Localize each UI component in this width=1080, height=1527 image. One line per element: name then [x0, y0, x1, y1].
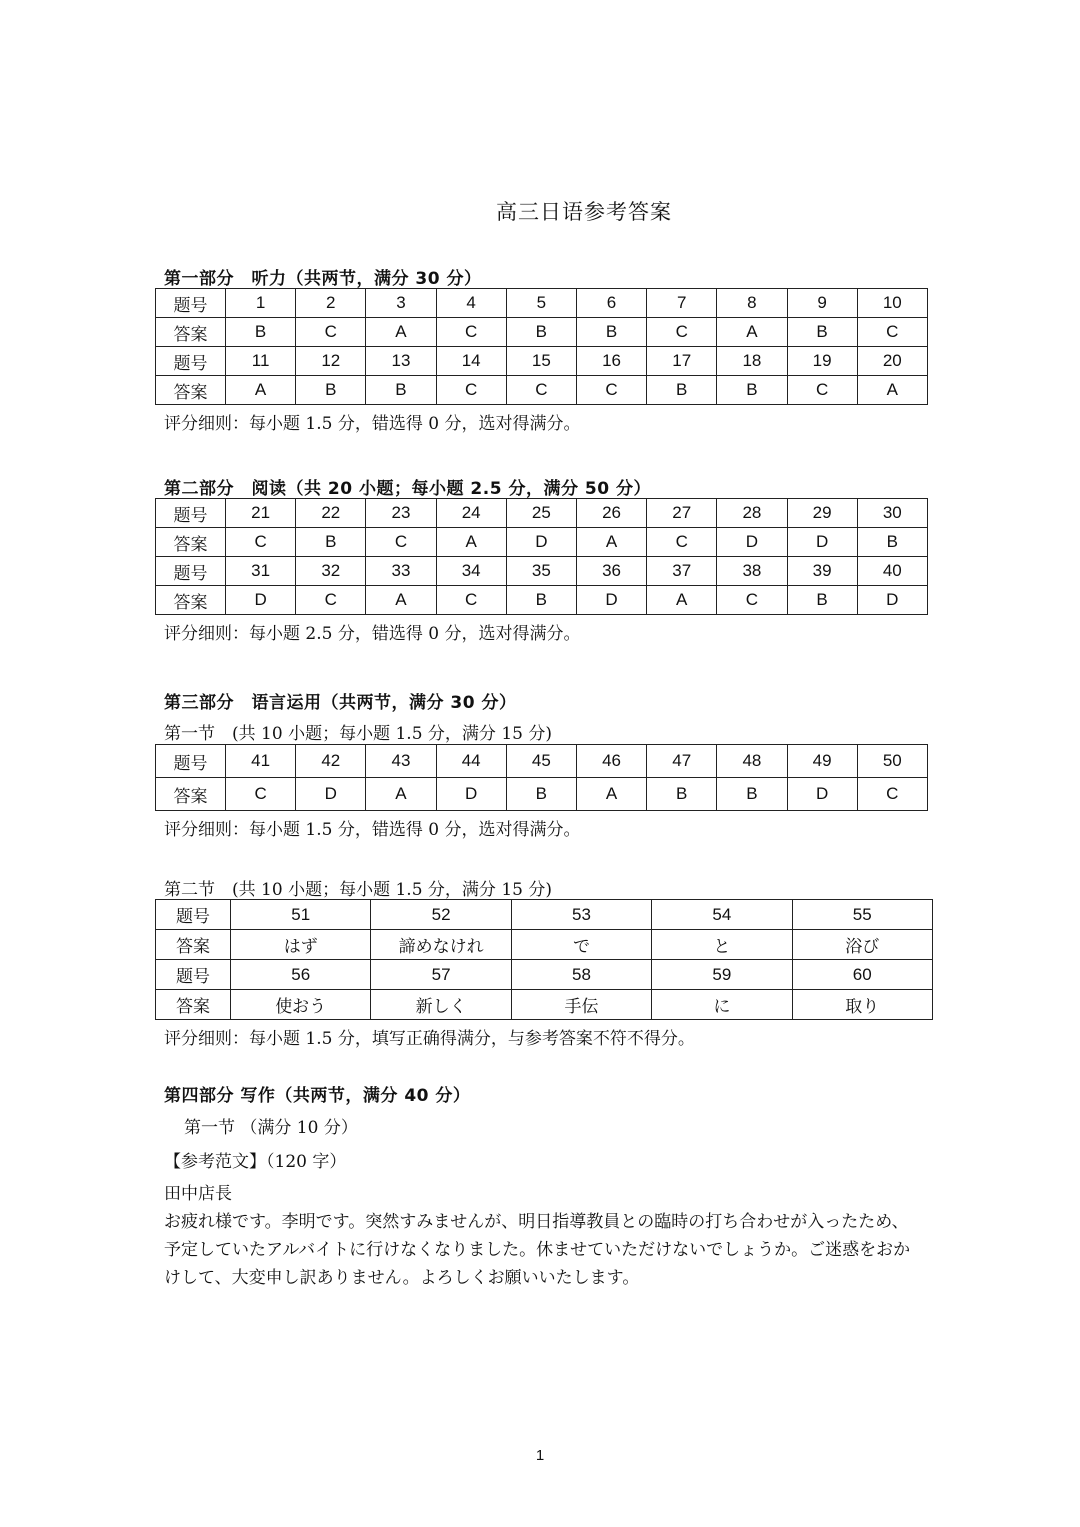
answer-cell: B — [366, 376, 436, 405]
part1-answer-table — [155, 288, 928, 405]
answer-cell: D — [296, 778, 366, 811]
answer-cell: 59 — [652, 960, 792, 990]
table-row — [156, 499, 928, 528]
answer-cell: 29 — [787, 499, 857, 528]
row-label-cell: 题号 — [156, 289, 226, 318]
answer-cell: 30 — [857, 499, 927, 528]
answer-cell: A — [647, 586, 717, 615]
answer-cell: 20 — [857, 347, 927, 376]
answer-cell: 41 — [226, 745, 296, 778]
answer-cell: D — [226, 586, 296, 615]
answer-cell: 27 — [647, 499, 717, 528]
answer-cell: D — [717, 528, 787, 557]
answer-cell: 2 — [296, 289, 366, 318]
answer-cell: 8 — [717, 289, 787, 318]
answer-cell: 47 — [647, 745, 717, 778]
answer-cell: 新しく — [371, 990, 511, 1020]
answer-cell: D — [787, 528, 857, 557]
answer-cell: 13 — [366, 347, 436, 376]
part3-section2-scoring-note: 评分细则：每小题 1.5 分，填写正确得满分，与参考答案不符不得分。 — [164, 1029, 695, 1049]
answer-cell: 38 — [717, 557, 787, 586]
answer-cell: B — [226, 318, 296, 347]
answer-cell: 24 — [436, 499, 506, 528]
row-label-cell: 答案 — [156, 930, 231, 960]
page-number: 1 — [535, 1447, 545, 1464]
answer-cell: C — [576, 376, 646, 405]
answer-cell: 17 — [647, 347, 717, 376]
table-row — [156, 376, 928, 405]
answer-cell: 35 — [506, 557, 576, 586]
answer-cell: 50 — [857, 745, 927, 778]
answer-cell: はず — [231, 930, 371, 960]
answer-cell: 60 — [792, 960, 932, 990]
answer-cell: 26 — [576, 499, 646, 528]
answer-cell: 40 — [857, 557, 927, 586]
row-label-cell: 题号 — [156, 499, 226, 528]
part1-heading: 第一部分 听力（共两节，满分 30 分） — [164, 269, 482, 289]
table-row — [156, 900, 933, 930]
answer-cell: 12 — [296, 347, 366, 376]
essay-salutation: 田中店長 — [164, 1184, 232, 1204]
answer-cell: 28 — [717, 499, 787, 528]
row-label-cell: 答案 — [156, 376, 226, 405]
answer-cell: 46 — [576, 745, 646, 778]
answer-cell: 53 — [511, 900, 651, 930]
answer-cell: 21 — [226, 499, 296, 528]
part4-heading: 第四部分 写作（共两节，满分 40 分） — [164, 1086, 471, 1106]
table-row — [156, 557, 928, 586]
answer-cell: 7 — [647, 289, 717, 318]
answer-cell: 5 — [506, 289, 576, 318]
table-row — [156, 347, 928, 376]
answer-cell: 諦めなけれ — [371, 930, 511, 960]
answer-cell: 42 — [296, 745, 366, 778]
answer-cell: 25 — [506, 499, 576, 528]
answer-cell: D — [576, 586, 646, 615]
answer-cell: 15 — [506, 347, 576, 376]
answer-cell: A — [576, 528, 646, 557]
answer-cell: C — [436, 318, 506, 347]
part2-scoring-note: 评分细则：每小题 2.5 分，错选得 0 分，选对得满分。 — [164, 624, 581, 644]
answer-cell: 14 — [436, 347, 506, 376]
row-label-cell: 答案 — [156, 528, 226, 557]
answer-cell: B — [787, 318, 857, 347]
answer-cell: A — [717, 318, 787, 347]
answer-cell: 32 — [296, 557, 366, 586]
answer-cell: 44 — [436, 745, 506, 778]
table-row — [156, 778, 928, 811]
essay-body: お疲れ様です。李明です。突然すみませんが、明日指導教員との臨時の打ち合わせが入ったため、予定していたアルバイトに行けなくなりました。休ませていただけないでしょうか。ご迷惑をおかけして、大変申し訳ありません。よろしくお願いいたします。 — [164, 1212, 911, 1288]
answer-cell: D — [506, 528, 576, 557]
answer-cell: 11 — [226, 347, 296, 376]
table-row — [156, 289, 928, 318]
row-label-cell: 题号 — [156, 347, 226, 376]
part4-section1-subheading: 第一节 （满分 10 分） — [184, 1118, 358, 1138]
answer-cell: C — [857, 318, 927, 347]
answer-cell: A — [576, 778, 646, 811]
answer-cell: 48 — [717, 745, 787, 778]
part3-section2-subheading: 第二节 (共 10 小题；每小题 1.5 分，满分 15 分) — [164, 880, 552, 900]
answer-cell: 6 — [576, 289, 646, 318]
answer-cell: 4 — [436, 289, 506, 318]
answer-cell: 55 — [792, 900, 932, 930]
answer-cell: 1 — [226, 289, 296, 318]
answer-cell: A — [857, 376, 927, 405]
answer-cell: C — [506, 376, 576, 405]
table-row — [156, 586, 928, 615]
answer-cell: C — [296, 586, 366, 615]
answer-cell: 使おう — [231, 990, 371, 1020]
answer-cell: B — [787, 586, 857, 615]
answer-cell: B — [717, 376, 787, 405]
answer-cell: D — [857, 586, 927, 615]
answer-cell: 36 — [576, 557, 646, 586]
row-label-cell: 题号 — [156, 960, 231, 990]
row-label-cell: 题号 — [156, 900, 231, 930]
answer-cell: B — [717, 778, 787, 811]
answer-cell: C — [366, 528, 436, 557]
page-title: 高三日语参考答案 — [496, 200, 672, 224]
answer-cell: A — [366, 778, 436, 811]
answer-cell: 34 — [436, 557, 506, 586]
part2-heading: 第二部分 阅读（共 20 小题；每小题 2.5 分，满分 50 分） — [164, 479, 651, 499]
answer-cell: B — [857, 528, 927, 557]
answer-cell: B — [506, 778, 576, 811]
answer-cell: B — [647, 778, 717, 811]
answer-cell: 3 — [366, 289, 436, 318]
answer-cell: 23 — [366, 499, 436, 528]
table-row — [156, 990, 933, 1020]
answer-cell: C — [436, 376, 506, 405]
answer-cell: 19 — [787, 347, 857, 376]
answer-cell: C — [436, 586, 506, 615]
answer-cell: A — [226, 376, 296, 405]
answer-cell: C — [226, 528, 296, 557]
answer-cell: B — [296, 528, 366, 557]
answer-cell: 手伝 — [511, 990, 651, 1020]
table-row — [156, 930, 933, 960]
table-row — [156, 745, 928, 778]
part3-section1-table — [155, 744, 928, 811]
answer-cell: C — [787, 376, 857, 405]
row-label-cell: 答案 — [156, 990, 231, 1020]
answer-cell: 45 — [506, 745, 576, 778]
answer-cell: C — [717, 586, 787, 615]
part2-answer-table — [155, 498, 928, 615]
answer-cell: と — [652, 930, 792, 960]
answer-cell: 10 — [857, 289, 927, 318]
table-row — [156, 960, 933, 990]
answer-cell: 18 — [717, 347, 787, 376]
answer-cell: D — [436, 778, 506, 811]
answer-cell: A — [366, 318, 436, 347]
part3-section1-scoring-note: 评分细则：每小题 1.5 分，错选得 0 分，选对得满分。 — [164, 820, 581, 840]
part3-heading: 第三部分 语言运用（共两节，满分 30 分） — [164, 693, 517, 713]
part3-section2-table — [155, 899, 933, 1020]
answer-cell: A — [436, 528, 506, 557]
row-label-cell: 答案 — [156, 778, 226, 811]
row-label-cell: 答案 — [156, 318, 226, 347]
answer-cell: 31 — [226, 557, 296, 586]
row-label-cell: 答案 — [156, 586, 226, 615]
answer-cell: 取り — [792, 990, 932, 1020]
answer-cell: 33 — [366, 557, 436, 586]
answer-cell: 49 — [787, 745, 857, 778]
answer-cell: D — [787, 778, 857, 811]
answer-cell: 51 — [231, 900, 371, 930]
row-label-cell: 题号 — [156, 745, 226, 778]
table-row — [156, 528, 928, 557]
answer-cell: 52 — [371, 900, 511, 930]
answer-cell: で — [511, 930, 651, 960]
answer-cell: B — [647, 376, 717, 405]
answer-cell: C — [647, 318, 717, 347]
answer-cell: 56 — [231, 960, 371, 990]
answer-cell: 22 — [296, 499, 366, 528]
answer-cell: C — [647, 528, 717, 557]
answer-cell: B — [506, 586, 576, 615]
answer-cell: 浴び — [792, 930, 932, 960]
answer-cell: C — [296, 318, 366, 347]
answer-cell: C — [857, 778, 927, 811]
answer-cell: 37 — [647, 557, 717, 586]
answer-cell: B — [296, 376, 366, 405]
table-row — [156, 318, 928, 347]
answer-cell: 16 — [576, 347, 646, 376]
answer-cell: A — [366, 586, 436, 615]
row-label-cell: 题号 — [156, 557, 226, 586]
part1-scoring-note: 评分细则：每小题 1.5 分，错选得 0 分，选对得满分。 — [164, 414, 581, 434]
part3-section1-subheading: 第一节 (共 10 小题；每小题 1.5 分，满分 15 分) — [164, 724, 552, 744]
answer-cell: C — [226, 778, 296, 811]
answer-cell: 54 — [652, 900, 792, 930]
answer-cell: 43 — [366, 745, 436, 778]
sample-essay-label: 【参考范文】（120 字） — [164, 1152, 347, 1172]
answer-cell: 9 — [787, 289, 857, 318]
answer-cell: に — [652, 990, 792, 1020]
answer-cell: 39 — [787, 557, 857, 586]
answer-cell: B — [506, 318, 576, 347]
answer-cell: 58 — [511, 960, 651, 990]
answer-cell: 57 — [371, 960, 511, 990]
answer-cell: B — [576, 318, 646, 347]
